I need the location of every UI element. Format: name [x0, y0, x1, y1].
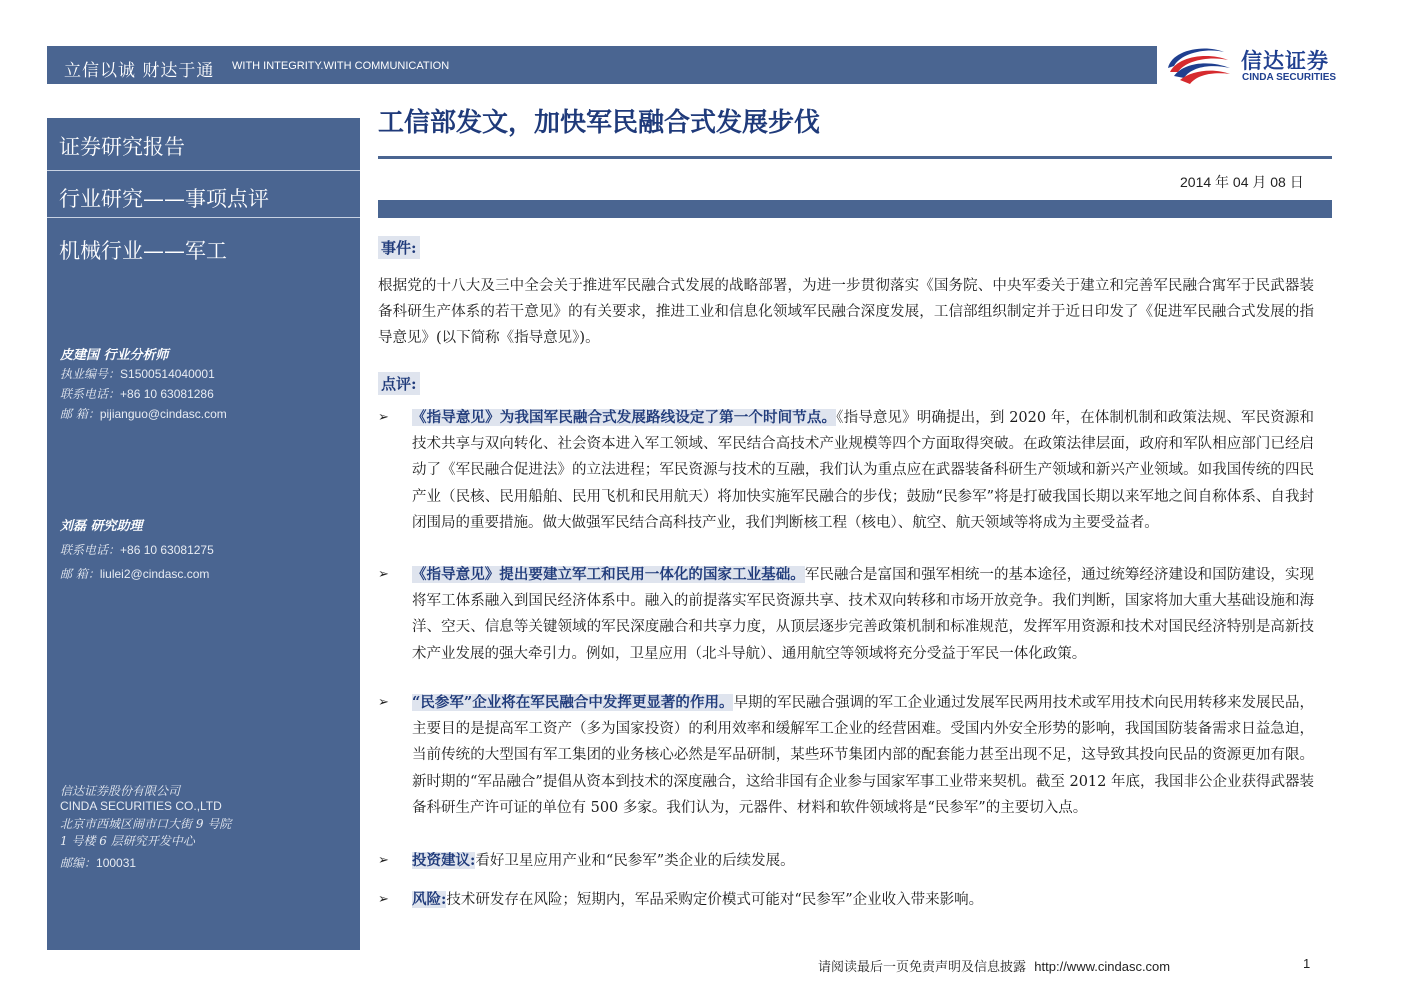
analyst-email[interactable]: 邮 箱：pijianguo@cindasc.com [60, 407, 227, 421]
analyst-phone: 联系电话：+86 10 63081286 [60, 387, 214, 401]
sidebar-category-sector: 机械行业——军工 [59, 239, 227, 263]
page-number: 1 [1303, 956, 1311, 971]
arrow-bullet-icon: ➢ [378, 567, 389, 582]
bullet-lead: “民参军”企业将在军民融合中发挥更显著的作用。 [412, 694, 734, 711]
cinda-logo [1164, 42, 1354, 86]
logo-text-english: CINDA SECURITIES [1242, 72, 1337, 83]
sidebar-category-report: 证券研究报告 [59, 135, 185, 159]
report-title: 工信部发文，加快军民融合式发展步伐 [378, 108, 821, 138]
bullet-item [378, 690, 1314, 821]
assistant-phone: 联系电话：+86 10 63081275 [60, 543, 214, 557]
bullet-text: 看好卫星应用产业和“民参军”类企业的后续发展。 [475, 853, 795, 869]
bullet-text: 《指导意见》明确提出，到 2020 年，在体制机制和政策法规、军民资源和技术共享与双向转化、社会资本进入军工领域、军民结合高技术产业规模等四个方面取得突破。在政策法律层面，政府和军队相应部门已经启动了《军民融合促进法》的立法进程；军民资源与技术的互融，我们认为重点应在武器装备科研生产领域和新兴产业领域。如我国传统的四民产业（民核、民用船舶、民用飞机和民用航天）将加快实施军民融合的步伐；鼓励“民参军”将是打破我国长期以来军地之间自称体系、自我封闭围局的重要措施。做大做强军民结合高科技产业，我们判断核工程（核电）、航空、航天领域等将成为主要受益者。 [412, 410, 1314, 531]
slogan-english: WITH INTEGRITY.WITH COMMUNICATION [232, 60, 450, 72]
title-divider [378, 156, 1332, 159]
sidebar-category-industry: 行业研究——事项点评 [59, 187, 269, 211]
assistant-name: 刘磊 研究助理 [60, 519, 143, 534]
event-heading: 事件: [378, 236, 420, 259]
event-paragraph: 根据党的十八大及三中全会关于推进军民融合式发展的战略部署，为进一步贯彻落实《国务院、中央军委关于建立和完善军民融合寓军于民武器装备科研生产体系的若干意见》的有关要求，推进工业和信息化领域军民融合深度发展，工信部组织制定并于近日印发了《促进军民融合式发展的指导意见》(以下简称《指导意见》)。 [378, 278, 1314, 347]
report-date: 2014 年 04 月 08 日 [1180, 174, 1304, 190]
arrow-bullet-icon: ➢ [378, 410, 389, 425]
comment-heading: 点评: [378, 372, 420, 395]
company-address-1: 北京市西城区闹市口大街 9 号院 [60, 817, 232, 831]
sidebar [47, 118, 360, 950]
bullet-text: 早期的军民融合强调的军工企业通过发展军民两用技术或军用技术向民用转移来发展民品，主要目的是提高军工资产（多为国家投资）的利用效率和缓解军工企业的经营困难。受国内外安全形势的影响，我国国防装备需求日益急迫，当前传统的大型国有军工集团的业务核心必然是军品研制，某些环节集团内部的配套能力甚至出现不足，这导致其投向民品的资源更加有限。新时期的“军品融合”提倡从资本到技术的深度融合，这给非国有企业参与国家军事工业带来契机。截至 2012 年底，我国非公企业获得武器装备科研生产许可证的单位有 500 多家。我们认为，元器件、材料和软件领域将是“民参军”的主要切入点。 [412, 695, 1314, 816]
risk-lead: 风险: [412, 891, 447, 908]
bullet-item [378, 887, 1314, 913]
bullet-item [378, 848, 1314, 874]
sidebar-divider [47, 170, 360, 171]
bullet-text: 技术研发存在风险；短期内，军品采购定价模式可能对“民参军”企业收入带来影响。 [446, 892, 984, 908]
footer-disclaimer: 请阅读最后一页免责声明及信息披露 http://www.cindasc.com [818, 959, 1171, 975]
footer-url-link[interactable]: http://www.cindasc.com [1034, 959, 1171, 974]
analyst-license: 执业编号：S1500514040001 [60, 367, 215, 381]
bullet-item [378, 562, 1314, 667]
bullet-item [378, 405, 1314, 536]
arrow-bullet-icon: ➢ [378, 695, 389, 710]
assistant-email[interactable]: 邮 箱：liulei2@cindasc.com [60, 567, 210, 581]
bullet-lead: 《指导意见》为我国军民融合式发展路线设定了第一个时间节点。 [412, 409, 837, 426]
company-zip: 邮编：100031 [60, 856, 137, 870]
company-name-en: CINDA SECURITIES CO.,LTD [60, 799, 222, 813]
slogan-chinese: 立信以诚 财达于通 [64, 61, 215, 81]
company-name-cn: 信达证券股份有限公司 [60, 784, 181, 798]
bullet-text: 军民融合是富国和强军相统一的基本途径，通过统筹经济建设和国防建设，实现将军工体系融入到国民经济体系中。融入的前提落实军民资源共享、技术双向转移和市场开放竞争。我们判断，国家将加大重大基础设施和海洋、空天、信息等关键领域的军民深度融合和共享力度，从顶层逐步完善政策机制和标准规范，发挥军用资源和技术对国民经济特别是高新技术产业发展的强大牵引力。例如，卫星应用（北斗导航）、通用航空等领域将充分受益于军民一体化政策。 [412, 567, 1314, 662]
arrow-bullet-icon: ➢ [378, 892, 389, 907]
analyst-name: 皮建国 行业分析师 [60, 348, 169, 363]
investment-advice-lead: 投资建议: [412, 852, 476, 869]
cinda-swirl-logo-icon [1164, 42, 1232, 86]
logo-text-chinese: 信达证券 [1241, 49, 1329, 73]
arrow-bullet-icon: ➢ [378, 853, 389, 868]
company-address-2: 1 号楼 6 层研究开发中心 [60, 834, 195, 848]
sidebar-divider [47, 217, 360, 218]
date-band [378, 200, 1332, 218]
bullet-lead: 《指导意见》提出要建立军工和民用一体化的国家工业基础。 [412, 566, 805, 583]
